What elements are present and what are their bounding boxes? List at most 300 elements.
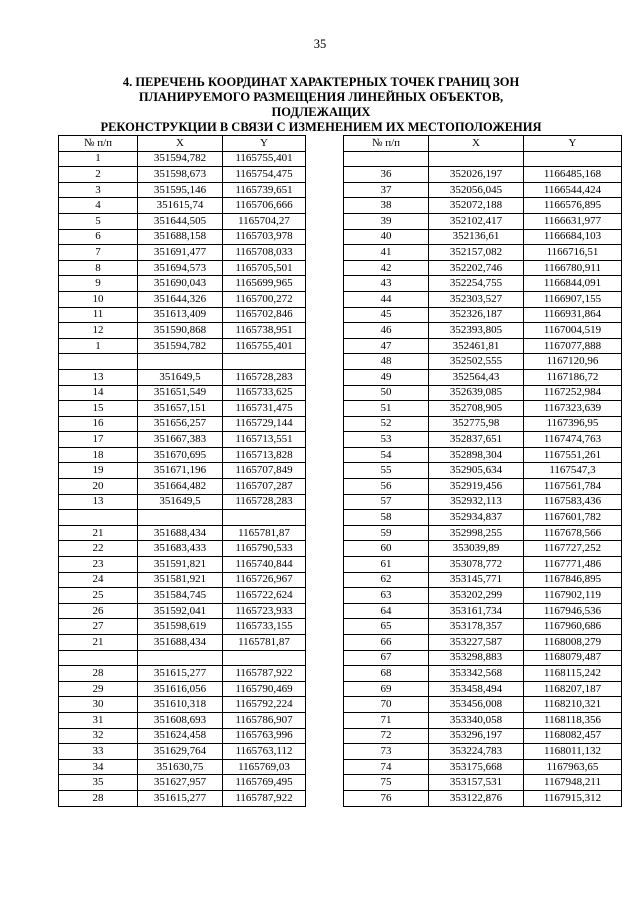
point-number-cell: 23 — [59, 557, 138, 573]
table-row — [344, 432, 622, 448]
point-number-cell: 49 — [344, 369, 429, 385]
x-coordinate-cell: 353456,008 — [429, 697, 524, 713]
table-row — [344, 619, 622, 635]
x-coordinate-cell: 352254,755 — [429, 276, 524, 292]
heading-line: РЕКОНСТРУКЦИИ В СВЯЗИ С ИЗМЕНЕНИЕМ ИХ МЕСТОПОЛОЖЕНИЯ — [100, 120, 542, 134]
table-row — [344, 650, 622, 666]
x-coordinate-cell: 351644,505 — [138, 213, 223, 229]
x-coordinate-cell: 352202,746 — [429, 260, 524, 276]
x-coordinate-cell: 351613,409 — [138, 307, 223, 323]
x-coordinate-cell: 351656,257 — [138, 416, 223, 432]
table-row — [59, 291, 306, 307]
x-coordinate-cell: 352056,045 — [429, 182, 524, 198]
table-row — [59, 619, 306, 635]
x-coordinate-cell: 351629,764 — [138, 744, 223, 760]
x-coordinate-cell: 351616,056 — [138, 681, 223, 697]
point-number-cell: 13 — [59, 494, 138, 510]
point-number-cell: 53 — [344, 432, 429, 448]
x-coordinate-cell: 351670,695 — [138, 447, 223, 463]
y-coordinate-cell: 1165763,112 — [223, 744, 306, 760]
table-row — [59, 650, 306, 666]
table-row — [59, 354, 306, 370]
point-number-cell: 26 — [59, 603, 138, 619]
point-number-cell: 30 — [59, 697, 138, 713]
point-number-cell: 50 — [344, 385, 429, 401]
y-coordinate-cell: 1165700,272 — [223, 291, 306, 307]
point-number-cell: 59 — [344, 525, 429, 541]
point-number-cell: 51 — [344, 401, 429, 417]
table-row — [344, 245, 622, 261]
y-coordinate-cell: 1167601,782 — [524, 510, 622, 526]
table-row — [344, 759, 622, 775]
table-row — [344, 557, 622, 573]
x-coordinate-cell: 352136,61 — [429, 229, 524, 245]
table-row — [59, 323, 306, 339]
x-coordinate-cell: 351688,158 — [138, 229, 223, 245]
y-coordinate-cell: 1165769,03 — [223, 759, 306, 775]
column-header-y: Y — [223, 136, 306, 152]
y-coordinate-cell — [223, 510, 306, 526]
point-number-cell: 62 — [344, 572, 429, 588]
point-number-cell: 44 — [344, 291, 429, 307]
point-number-cell — [344, 151, 429, 167]
section-heading — [96, 75, 546, 135]
y-coordinate-cell: 1168008,279 — [524, 635, 622, 651]
table-row — [344, 712, 622, 728]
y-coordinate-cell: 1165726,967 — [223, 572, 306, 588]
table-row — [344, 728, 622, 744]
table-row — [59, 167, 306, 183]
table-row — [59, 494, 306, 510]
table-row — [59, 276, 306, 292]
x-coordinate-cell: 352639,085 — [429, 385, 524, 401]
table-row — [344, 447, 622, 463]
y-coordinate-cell: 1165713,551 — [223, 432, 306, 448]
y-coordinate-cell: 1166907,155 — [524, 291, 622, 307]
point-number-cell: 8 — [59, 260, 138, 276]
x-coordinate-cell: 351694,573 — [138, 260, 223, 276]
y-coordinate-cell: 1165739,651 — [223, 182, 306, 198]
y-coordinate-cell: 1165781,87 — [223, 635, 306, 651]
y-coordinate-cell: 1165786,907 — [223, 712, 306, 728]
y-coordinate-cell: 1167771,486 — [524, 557, 622, 573]
table-row — [59, 525, 306, 541]
table-header-row — [344, 136, 622, 152]
table-row — [344, 307, 622, 323]
table-row — [344, 416, 622, 432]
y-coordinate-cell: 1167120,96 — [524, 354, 622, 370]
point-number-cell: 13 — [59, 369, 138, 385]
x-coordinate-cell: 352157,082 — [429, 245, 524, 261]
table-row — [344, 338, 622, 354]
table-row — [59, 775, 306, 791]
table-row — [344, 369, 622, 385]
x-coordinate-cell: 353175,668 — [429, 759, 524, 775]
x-coordinate-cell: 352393,805 — [429, 323, 524, 339]
point-number-cell: 47 — [344, 338, 429, 354]
x-coordinate-cell: 353122,876 — [429, 790, 524, 806]
x-coordinate-cell: 353458,494 — [429, 681, 524, 697]
table-row — [59, 260, 306, 276]
table-row — [59, 213, 306, 229]
point-number-cell: 57 — [344, 494, 429, 510]
point-number-cell: 68 — [344, 666, 429, 682]
table-row — [344, 525, 622, 541]
table-row — [59, 510, 306, 526]
column-header-number: № п/п — [59, 136, 138, 152]
table-row — [344, 385, 622, 401]
y-coordinate-cell: 1165754,475 — [223, 167, 306, 183]
x-coordinate-cell: 351657,151 — [138, 401, 223, 417]
column-header-y: Y — [524, 136, 622, 152]
coordinates-table-right — [343, 135, 622, 807]
point-number-cell — [59, 510, 138, 526]
table-row — [344, 151, 622, 167]
point-number-cell: 41 — [344, 245, 429, 261]
y-coordinate-cell: 1167396,95 — [524, 416, 622, 432]
point-number-cell: 64 — [344, 603, 429, 619]
x-coordinate-cell — [138, 354, 223, 370]
y-coordinate-cell: 1168207,187 — [524, 681, 622, 697]
y-coordinate-cell: 1168115,242 — [524, 666, 622, 682]
x-coordinate-cell: 353078,772 — [429, 557, 524, 573]
x-coordinate-cell: 353340,058 — [429, 712, 524, 728]
table-row — [344, 697, 622, 713]
table-row — [344, 666, 622, 682]
x-coordinate-cell: 352837,651 — [429, 432, 524, 448]
point-number-cell: 73 — [344, 744, 429, 760]
x-coordinate-cell: 351592,041 — [138, 603, 223, 619]
y-coordinate-cell: 1165728,283 — [223, 494, 306, 510]
x-coordinate-cell: 352998,255 — [429, 525, 524, 541]
y-coordinate-cell: 1168082,457 — [524, 728, 622, 744]
table-row — [59, 463, 306, 479]
y-coordinate-cell: 1165707,287 — [223, 479, 306, 495]
table-row — [59, 479, 306, 495]
x-coordinate-cell: 351624,458 — [138, 728, 223, 744]
y-coordinate-cell: 1165722,624 — [223, 588, 306, 604]
x-coordinate-cell: 351598,619 — [138, 619, 223, 635]
x-coordinate-cell — [138, 510, 223, 526]
table-row — [59, 603, 306, 619]
table-row — [59, 151, 306, 167]
point-number-cell: 18 — [59, 447, 138, 463]
y-coordinate-cell: 1167727,252 — [524, 541, 622, 557]
table-row — [59, 744, 306, 760]
x-coordinate-cell — [138, 650, 223, 666]
column-header-x: X — [138, 136, 223, 152]
table-row — [59, 416, 306, 432]
y-coordinate-cell: 1167547,3 — [524, 463, 622, 479]
heading-line: 4. ПЕРЕЧЕНЬ КООРДИНАТ ХАРАКТЕРНЫХ ТОЧЕК ГРАНИЦ ЗОН — [122, 75, 520, 89]
x-coordinate-cell: 351649,5 — [138, 494, 223, 510]
point-number-cell: 9 — [59, 276, 138, 292]
x-coordinate-cell: 353039,89 — [429, 541, 524, 557]
table-row — [59, 697, 306, 713]
table-row — [344, 541, 622, 557]
table-row — [344, 182, 622, 198]
x-coordinate-cell: 353157,531 — [429, 775, 524, 791]
x-coordinate-cell: 351630,75 — [138, 759, 223, 775]
y-coordinate-cell: 1167561,784 — [524, 479, 622, 495]
x-coordinate-cell: 353298,883 — [429, 650, 524, 666]
table-row — [344, 744, 622, 760]
point-number-cell: 32 — [59, 728, 138, 744]
point-number-cell: 33 — [59, 744, 138, 760]
x-coordinate-cell: 353342,568 — [429, 666, 524, 682]
point-number-cell: 35 — [59, 775, 138, 791]
y-coordinate-cell: 1165723,933 — [223, 603, 306, 619]
table-row — [344, 603, 622, 619]
y-coordinate-cell: 1167902,119 — [524, 588, 622, 604]
table-row — [59, 432, 306, 448]
y-coordinate-cell: 1167960,686 — [524, 619, 622, 635]
table-row — [344, 213, 622, 229]
x-coordinate-cell: 352932,113 — [429, 494, 524, 510]
y-coordinate-cell — [223, 650, 306, 666]
y-coordinate-cell: 1165708,033 — [223, 245, 306, 261]
point-number-cell: 74 — [344, 759, 429, 775]
x-coordinate-cell: 352072,188 — [429, 198, 524, 214]
table-row — [59, 790, 306, 806]
x-coordinate-cell: 352303,527 — [429, 291, 524, 307]
point-number-cell: 14 — [59, 385, 138, 401]
x-coordinate-cell: 351651,549 — [138, 385, 223, 401]
x-coordinate-cell: 352461,81 — [429, 338, 524, 354]
x-coordinate-cell: 353202,299 — [429, 588, 524, 604]
y-coordinate-cell — [524, 151, 622, 167]
point-number-cell — [59, 354, 138, 370]
y-coordinate-cell: 1167474,763 — [524, 432, 622, 448]
y-coordinate-cell: 1166684,103 — [524, 229, 622, 245]
y-coordinate-cell: 1165713,828 — [223, 447, 306, 463]
y-coordinate-cell: 1165740,844 — [223, 557, 306, 573]
y-coordinate-cell: 1165763,996 — [223, 728, 306, 744]
x-coordinate-cell: 351691,477 — [138, 245, 223, 261]
point-number-cell: 7 — [59, 245, 138, 261]
y-coordinate-cell: 1165729,144 — [223, 416, 306, 432]
x-coordinate-cell: 351615,277 — [138, 790, 223, 806]
y-coordinate-cell: 1167915,312 — [524, 790, 622, 806]
point-number-cell: 29 — [59, 681, 138, 697]
y-coordinate-cell: 1166485,168 — [524, 167, 622, 183]
point-number-cell: 52 — [344, 416, 429, 432]
y-coordinate-cell: 1165790,469 — [223, 681, 306, 697]
x-coordinate-cell: 351688,434 — [138, 525, 223, 541]
y-coordinate-cell: 1165787,922 — [223, 790, 306, 806]
point-number-cell: 38 — [344, 198, 429, 214]
y-coordinate-cell: 1165699,965 — [223, 276, 306, 292]
x-coordinate-cell: 353224,783 — [429, 744, 524, 760]
y-coordinate-cell: 1165787,922 — [223, 666, 306, 682]
x-coordinate-cell: 351664,482 — [138, 479, 223, 495]
y-coordinate-cell: 1168210,321 — [524, 697, 622, 713]
point-number-cell: 5 — [59, 213, 138, 229]
point-number-cell: 25 — [59, 588, 138, 604]
y-coordinate-cell: 1165781,87 — [223, 525, 306, 541]
x-coordinate-cell: 351610,318 — [138, 697, 223, 713]
point-number-cell: 43 — [344, 276, 429, 292]
table-row — [344, 681, 622, 697]
x-coordinate-cell: 351683,433 — [138, 541, 223, 557]
point-number-cell: 31 — [59, 712, 138, 728]
y-coordinate-cell: 1165755,401 — [223, 338, 306, 354]
y-coordinate-cell: 1166576,895 — [524, 198, 622, 214]
y-coordinate-cell: 1165790,533 — [223, 541, 306, 557]
table-row — [344, 323, 622, 339]
y-coordinate-cell: 1167678,566 — [524, 525, 622, 541]
table-row — [59, 759, 306, 775]
x-coordinate-cell: 353178,357 — [429, 619, 524, 635]
table-row — [59, 712, 306, 728]
x-coordinate-cell: 351615,74 — [138, 198, 223, 214]
point-number-cell: 21 — [59, 525, 138, 541]
table-row — [59, 447, 306, 463]
y-coordinate-cell: 1167846,895 — [524, 572, 622, 588]
point-number-cell: 58 — [344, 510, 429, 526]
y-coordinate-cell: 1165706,666 — [223, 198, 306, 214]
y-coordinate-cell: 1165705,501 — [223, 260, 306, 276]
table-row — [344, 479, 622, 495]
x-coordinate-cell: 351594,782 — [138, 338, 223, 354]
point-number-cell: 55 — [344, 463, 429, 479]
table-row — [344, 291, 622, 307]
column-header-x: X — [429, 136, 524, 152]
x-coordinate-cell: 351584,745 — [138, 588, 223, 604]
point-number-cell: 24 — [59, 572, 138, 588]
x-coordinate-cell: 351627,957 — [138, 775, 223, 791]
point-number-cell: 34 — [59, 759, 138, 775]
point-number-cell: 1 — [59, 151, 138, 167]
x-coordinate-cell: 353296,197 — [429, 728, 524, 744]
x-coordinate-cell: 351649,5 — [138, 369, 223, 385]
point-number-cell: 22 — [59, 541, 138, 557]
y-coordinate-cell: 1165707,849 — [223, 463, 306, 479]
table-row — [344, 463, 622, 479]
heading-line: ПЛАНИРУЕМОГО РАЗМЕЩЕНИЯ ЛИНЕЙНЫХ ОБЪЕКТОВ, ПОДЛЕЖАЩИХ — [138, 90, 504, 119]
y-coordinate-cell: 1167583,436 — [524, 494, 622, 510]
table-row — [344, 572, 622, 588]
table-row — [344, 354, 622, 370]
table-row — [59, 245, 306, 261]
table-row — [59, 681, 306, 697]
x-coordinate-cell: 352934,837 — [429, 510, 524, 526]
table-row — [344, 494, 622, 510]
table-row — [59, 588, 306, 604]
table-row — [59, 666, 306, 682]
point-number-cell: 72 — [344, 728, 429, 744]
point-number-cell: 27 — [59, 619, 138, 635]
point-number-cell: 61 — [344, 557, 429, 573]
table-row — [59, 307, 306, 323]
point-number-cell: 75 — [344, 775, 429, 791]
x-coordinate-cell: 351590,868 — [138, 323, 223, 339]
point-number-cell: 15 — [59, 401, 138, 417]
coordinates-table-left — [58, 135, 306, 807]
point-number-cell: 4 — [59, 198, 138, 214]
point-number-cell: 39 — [344, 213, 429, 229]
y-coordinate-cell: 1166544,424 — [524, 182, 622, 198]
x-coordinate-cell: 352564,43 — [429, 369, 524, 385]
point-number-cell: 16 — [59, 416, 138, 432]
x-coordinate-cell: 351644,326 — [138, 291, 223, 307]
x-coordinate-cell: 353145,771 — [429, 572, 524, 588]
point-number-cell: 48 — [344, 354, 429, 370]
table-row — [59, 557, 306, 573]
point-number-cell: 37 — [344, 182, 429, 198]
point-number-cell: 17 — [59, 432, 138, 448]
point-number-cell: 40 — [344, 229, 429, 245]
table-row — [59, 401, 306, 417]
x-coordinate-cell: 351595,146 — [138, 182, 223, 198]
x-coordinate-cell — [429, 151, 524, 167]
x-coordinate-cell: 352898,304 — [429, 447, 524, 463]
table-row — [59, 541, 306, 557]
point-number-cell: 28 — [59, 790, 138, 806]
x-coordinate-cell: 351690,043 — [138, 276, 223, 292]
table-row — [59, 635, 306, 651]
y-coordinate-cell: 1168118,356 — [524, 712, 622, 728]
x-coordinate-cell: 352905,634 — [429, 463, 524, 479]
y-coordinate-cell: 1165704,27 — [223, 213, 306, 229]
y-coordinate-cell: 1167323,639 — [524, 401, 622, 417]
point-number-cell — [59, 650, 138, 666]
y-coordinate-cell: 1166716,51 — [524, 245, 622, 261]
column-header-number: № п/п — [344, 136, 429, 152]
x-coordinate-cell: 352708,905 — [429, 401, 524, 417]
y-coordinate-cell: 1165738,951 — [223, 323, 306, 339]
y-coordinate-cell: 1166780,911 — [524, 260, 622, 276]
point-number-cell: 54 — [344, 447, 429, 463]
y-coordinate-cell: 1167948,211 — [524, 775, 622, 791]
table-row — [59, 572, 306, 588]
table-row — [59, 229, 306, 245]
x-coordinate-cell: 351608,693 — [138, 712, 223, 728]
table-row — [344, 510, 622, 526]
x-coordinate-cell: 353227,587 — [429, 635, 524, 651]
point-number-cell: 67 — [344, 650, 429, 666]
y-coordinate-cell: 1165703,978 — [223, 229, 306, 245]
y-coordinate-cell: 1167004,519 — [524, 323, 622, 339]
point-number-cell: 56 — [344, 479, 429, 495]
point-number-cell: 36 — [344, 167, 429, 183]
x-coordinate-cell: 352026,197 — [429, 167, 524, 183]
y-coordinate-cell: 1167551,261 — [524, 447, 622, 463]
table-row — [344, 276, 622, 292]
table-row — [344, 635, 622, 651]
point-number-cell: 19 — [59, 463, 138, 479]
x-coordinate-cell: 351688,434 — [138, 635, 223, 651]
y-coordinate-cell: 1166844,091 — [524, 276, 622, 292]
point-number-cell: 11 — [59, 307, 138, 323]
y-coordinate-cell: 1166931,864 — [524, 307, 622, 323]
point-number-cell: 76 — [344, 790, 429, 806]
point-number-cell: 20 — [59, 479, 138, 495]
point-number-cell: 10 — [59, 291, 138, 307]
table-row — [344, 588, 622, 604]
point-number-cell: 2 — [59, 167, 138, 183]
table-row — [59, 198, 306, 214]
point-number-cell: 42 — [344, 260, 429, 276]
y-coordinate-cell: 1167077,888 — [524, 338, 622, 354]
y-coordinate-cell: 1165731,475 — [223, 401, 306, 417]
point-number-cell: 12 — [59, 323, 138, 339]
point-number-cell: 21 — [59, 635, 138, 651]
y-coordinate-cell: 1167252,984 — [524, 385, 622, 401]
y-coordinate-cell: 1165733,625 — [223, 385, 306, 401]
x-coordinate-cell: 353161,734 — [429, 603, 524, 619]
point-number-cell: 65 — [344, 619, 429, 635]
